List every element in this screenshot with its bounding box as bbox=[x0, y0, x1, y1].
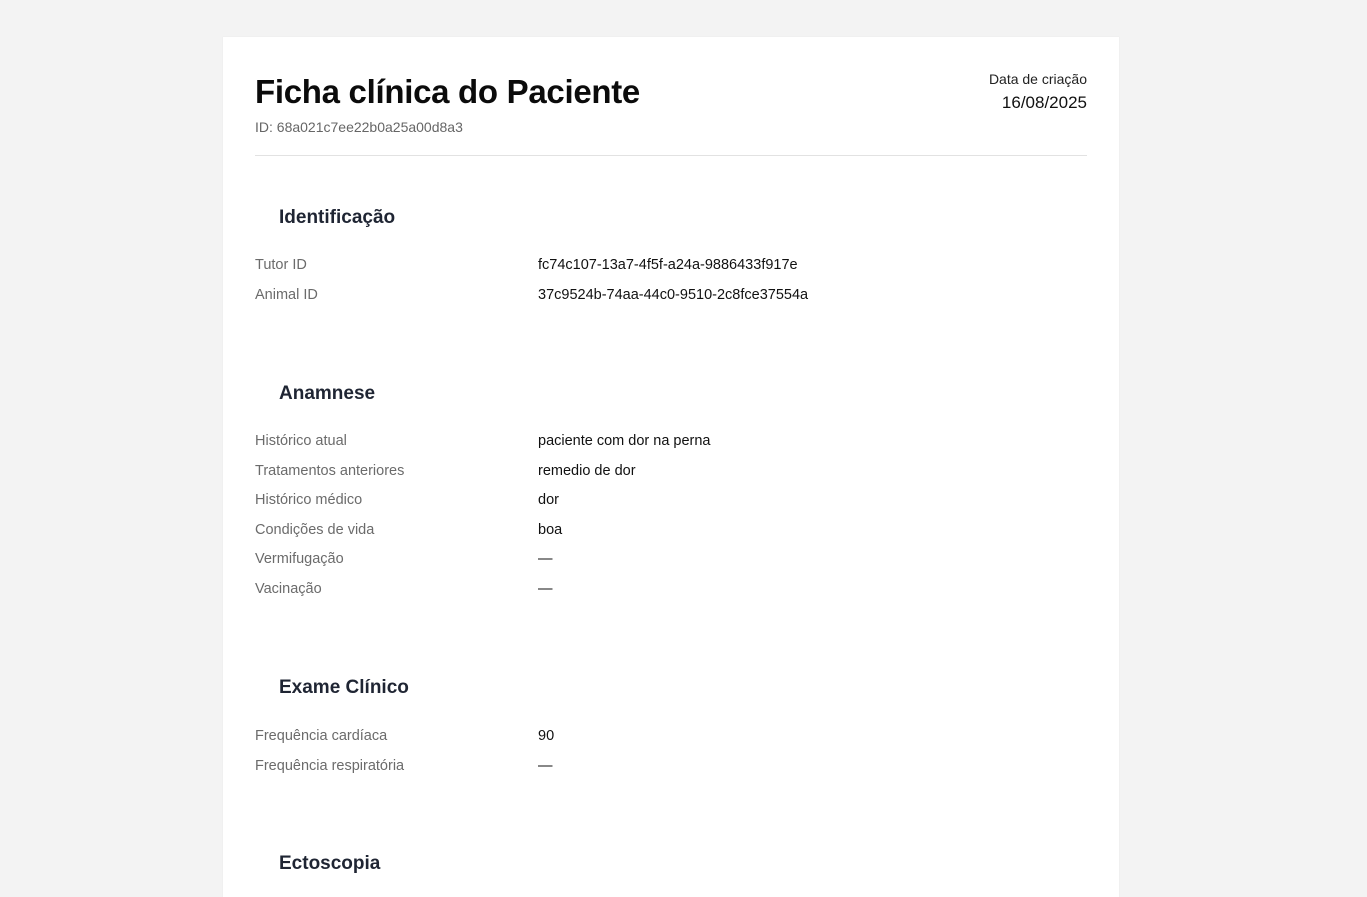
field-value: — bbox=[538, 551, 553, 568]
field-value: 90 bbox=[538, 728, 555, 744]
field-list bbox=[255, 728, 1087, 787]
creation-date-value: 16/08/2025 bbox=[1001, 93, 1087, 112]
field-row bbox=[255, 522, 1087, 552]
section-title: Ectoscopia bbox=[279, 853, 381, 874]
section-title: Exame Clínico bbox=[279, 677, 409, 698]
field-row bbox=[255, 492, 1087, 522]
field-label: Frequência respiratória bbox=[255, 757, 405, 774]
field-label: Histórico atual bbox=[255, 433, 347, 449]
field-label: Vacinação bbox=[255, 580, 322, 597]
field-label: Animal ID bbox=[255, 286, 318, 303]
creation-date-label: Data de criação bbox=[988, 71, 1087, 87]
field-label: Vermifugação bbox=[255, 551, 344, 568]
field-row bbox=[255, 463, 1087, 493]
field-value: remedio de dor bbox=[538, 462, 636, 479]
field-label: Frequência cardíaca bbox=[255, 728, 388, 744]
page-title: Ficha clínica do Paciente bbox=[255, 73, 640, 110]
record-id: ID: 68a021c7ee22b0a25a00d8a3 bbox=[255, 119, 463, 135]
record-header bbox=[255, 37, 1087, 156]
field-list bbox=[255, 433, 1087, 611]
field-label: Tratamentos anteriores bbox=[255, 462, 405, 479]
field-label: Condições de vida bbox=[255, 521, 375, 538]
field-row bbox=[255, 257, 1087, 287]
field-row bbox=[255, 728, 1087, 758]
field-value: boa bbox=[538, 521, 563, 538]
field-label: Histórico médico bbox=[255, 492, 363, 509]
section-title: Anamnese bbox=[279, 383, 376, 404]
field-row bbox=[255, 581, 1087, 611]
section-title: Identificação bbox=[279, 207, 396, 228]
field-value: fc74c107-13a7-4f5f-a24a-9886433f917e bbox=[538, 257, 798, 273]
field-row bbox=[255, 551, 1087, 581]
field-label: Tutor ID bbox=[255, 257, 307, 273]
field-list bbox=[255, 257, 1087, 316]
field-value: dor bbox=[538, 492, 559, 509]
field-row bbox=[255, 758, 1087, 788]
field-value: — bbox=[538, 580, 553, 597]
clinical-record-sheet bbox=[223, 37, 1119, 897]
field-row bbox=[255, 433, 1087, 463]
field-row bbox=[255, 287, 1087, 317]
field-value: — bbox=[538, 757, 553, 774]
field-value: paciente com dor na perna bbox=[538, 433, 711, 449]
field-value: 37c9524b-74aa-44c0-9510-2c8fce37554a bbox=[538, 286, 809, 303]
